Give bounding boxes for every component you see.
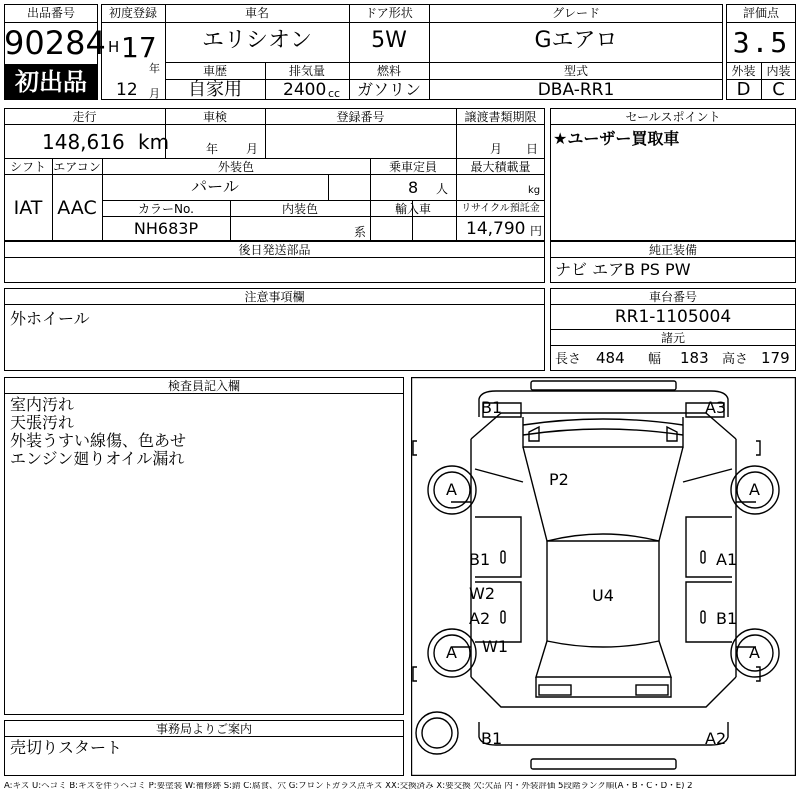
chassis-header: 車台番号 <box>648 290 697 304</box>
length: 484 <box>596 349 625 367</box>
damage-b1-left-door: B1 <box>469 550 491 569</box>
inspector-line-2: 天張汚れ <box>10 413 75 432</box>
dims-header: 諸元 <box>660 331 685 345</box>
inspector-line-4: エンジン廻りオイル漏れ <box>10 449 185 468</box>
model-header: 型式 <box>563 64 588 78</box>
damage-u4-roof: U4 <box>592 586 614 605</box>
first-reg-header: 初度登録 <box>108 6 157 20</box>
interior-color-header: 内装色 <box>281 202 318 216</box>
exterior-color-header: 外装色 <box>217 160 254 174</box>
import-header: 輸入車 <box>394 202 431 216</box>
lot-header: 出品番号 <box>26 6 75 20</box>
width: 183 <box>680 349 709 367</box>
first-reg-era: H <box>108 38 120 56</box>
transfer-day-unit: 日 <box>526 142 539 156</box>
sales-point-header: セールスポイント <box>625 110 721 124</box>
first-reg-year-unit: 年 <box>149 62 160 75</box>
damage-p2-windshield: P2 <box>549 470 569 489</box>
inspection-month-unit: 月 <box>246 142 259 156</box>
damage-b1-front: B1 <box>481 398 503 417</box>
wheel-rear-right: A <box>749 643 760 662</box>
damage-a3-front: A3 <box>705 398 727 417</box>
later-parts-header: 後日発送部品 <box>238 243 311 257</box>
wheel-rear-left: A <box>446 643 457 662</box>
door-header: ドア形状 <box>365 6 413 20</box>
damage-b1-right-rear: B1 <box>716 609 738 628</box>
fuel-header: 燃料 <box>376 64 401 78</box>
mileage: 148,616 <box>42 130 125 154</box>
car-name-header: 車名 <box>244 6 269 20</box>
notes: 外ホイール <box>10 309 90 328</box>
overall-score: 3.5 <box>732 26 790 59</box>
shift-header: シフト <box>9 160 46 174</box>
ext-score-header: 外装 <box>731 64 756 78</box>
door-type: 5W <box>371 28 407 53</box>
fuel: ガソリン <box>356 80 421 99</box>
shift: IAT <box>13 197 43 219</box>
damage-a1-right-door: A1 <box>716 550 738 569</box>
inspection-header: 車検 <box>202 110 227 124</box>
registration-header: 登録番号 <box>336 110 385 124</box>
chassis-number: RR1-1105004 <box>614 307 732 327</box>
damage-legend: A:キズ U:ヘコミ B:キズを伴うヘコミ P:要塗装 W:補修跡 S:錆 C:腐食、穴 G:フロントガラス点キズ XX:交換済み X:要交換 欠:欠品 内・外装評価 5段階ランク順(A・B・C・D・E) 2 <box>4 782 693 791</box>
capacity-header: 乗車定員 <box>388 160 437 174</box>
inspector-header: 検査員記入欄 <box>167 379 240 393</box>
notes-header: 注意事項欄 <box>244 290 305 304</box>
capacity: 8 <box>408 178 419 197</box>
transfer-header: 譲渡書類期限 <box>464 110 537 124</box>
damage-a2-left: A2 <box>469 609 491 628</box>
damage-a2-rear: A2 <box>705 729 727 748</box>
inspection-year-unit: 年 <box>206 142 219 156</box>
first-reg-year: 17 <box>121 31 157 64</box>
damage-b1-rear: B1 <box>481 729 503 748</box>
ext-score: D <box>736 79 751 100</box>
int-score: C <box>772 79 785 100</box>
history: 自家用 <box>188 79 242 100</box>
lot-number: 90284 <box>4 24 106 62</box>
displacement: 2400 <box>283 80 327 100</box>
capacity-unit: 人 <box>436 182 449 196</box>
wheel-front-right: A <box>749 480 760 499</box>
damage-w1-left: W1 <box>482 637 508 656</box>
score-header: 評価点 <box>742 6 779 20</box>
height: 179 <box>761 349 790 367</box>
car-name: エリシオン <box>201 28 312 53</box>
length-label: 長さ <box>555 352 582 367</box>
color-no-header: カラーNo. <box>138 202 194 216</box>
first-reg-month: 12 <box>116 80 138 100</box>
first-reg-month-unit: 月 <box>149 87 160 100</box>
width-label: 幅 <box>648 352 662 367</box>
damage-diagram <box>411 377 796 776</box>
mileage-unit: km <box>138 130 170 154</box>
recycle-fee: 14,790 <box>466 219 526 239</box>
displacement-header: 排気量 <box>288 64 325 78</box>
interior-color-unit: 系 <box>354 225 367 239</box>
sales-point-text: ★ユーザー買取車 <box>553 129 680 148</box>
transfer-month-unit: 月 <box>490 142 503 156</box>
inspector-line-1: 室内汚れ <box>10 395 75 414</box>
grade-header: グレード <box>551 6 600 20</box>
grade: Gエアロ <box>534 28 618 53</box>
sales-point-box <box>550 108 796 241</box>
height-label: 高さ <box>722 352 749 367</box>
color-no: NH683P <box>133 219 199 238</box>
displacement-unit: cc <box>328 87 341 100</box>
equipment: ナビ エアB PS PW <box>555 260 691 279</box>
equipment-header: 純正装備 <box>648 243 697 257</box>
car-outline <box>411 377 796 776</box>
wheel-front-left: A <box>446 480 457 499</box>
history-header: 車歴 <box>202 64 227 78</box>
int-score-header: 内装 <box>766 64 791 78</box>
exterior-color: パール <box>191 177 239 196</box>
aircon: AAC <box>57 197 97 219</box>
first-listing-text: 初出品 <box>15 68 87 96</box>
model: DBA-RR1 <box>537 80 615 100</box>
office-header: 事務局よりご案内 <box>155 722 252 736</box>
office-note: 売切りスタート <box>10 738 123 757</box>
inspector-line-3: 外装うすい線傷、色あせ <box>10 431 187 450</box>
damage-w2-left: W2 <box>469 584 495 603</box>
recycle-unit: 円 <box>530 224 543 238</box>
max-load-header: 最大積載量 <box>470 160 531 174</box>
max-load-unit: kg <box>528 185 541 196</box>
recycle-header: リサイクル預託金 <box>461 203 540 214</box>
mileage-header: 走行 <box>72 110 97 124</box>
aircon-header: エアコン <box>53 160 101 174</box>
